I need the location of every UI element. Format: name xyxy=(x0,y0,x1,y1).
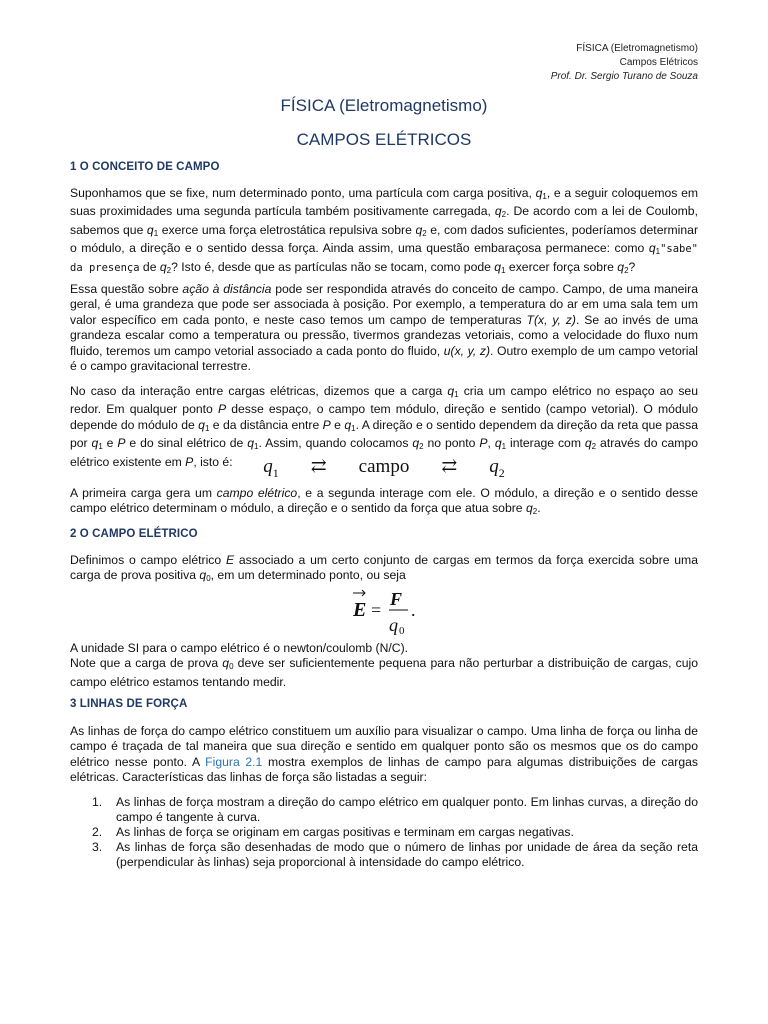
electric-field-vector: E xyxy=(225,553,235,567)
svg-text:E: E xyxy=(353,599,367,621)
formula-campo: campo xyxy=(358,456,410,477)
exchange-arrow-icon: ⇄ xyxy=(310,456,327,477)
paragraph-2: Essa questão sobre ação à distância pode ser respondida através do conceito de campo. Campo, de uma maneira geral, é uma grandeza que pode ser associada à posição. Por exemplo, a temperatura do ar em uma sala tem um valor específico em cada ponto, e neste caso temos um campo de temperaturas T(x, y, z). Se ao invés de uma grandeza escalar como a temperatura ou pressão, tivermos grandezas vetoriais, como a velocidade do fluxo num fluido, teremos um campo vetorial associado a cada ponto do fluido, u(x, y, z). Outro exemplo de um campo vetorial é o campo gravitacional terrestre. xyxy=(70,282,699,374)
paragraph-4: A primeira carga gera um campo elétrico, e a segunda interage com ele. O módulo, a direção e o sentido desse campo elétrico determinam o módulo, a direção e o sentido da força que atua sobre $q_2$. xyxy=(70,486,698,517)
test-charge-note: Note que a carga de prova $q_0$ deve ser suficientemente pequena para não perturbar a distribuição de cargas, cujo campo elétrico estamos tentando medir. xyxy=(70,656,698,689)
exchange-arrow-icon: ⇄ xyxy=(441,456,458,477)
header-author: Prof. Dr. Sergio Turano de Souza xyxy=(550,71,698,82)
svg-text:q: q xyxy=(389,615,398,635)
page-header xyxy=(551,42,698,84)
list-item: 1. As linhas de força mostram a direção do campo elétrico em qualquer ponto. Em linhas curvas, a direção do campo é tangente à curva. xyxy=(92,795,698,824)
formula-q2: $q_2$ xyxy=(489,456,505,480)
paragraph-1: Suponhamos que se fixe, num determinado ponto, uma partícula com carga positiva, $q_1$, e a seguir coloquemos em suas proximidades uma segunda partícula também positivamente carregada, $q_2$. De acordo com a lei de Coulomb, sabemos que $q_1$ exerce uma força eletrostática repulsiva sobre $q_2$ e, com dados suficientes, poderíamos determinar o módulo, a direção e o sentido dessa força. Ainda assim, uma questão embaraçosa permanece: como $q_1"sabe$" da presença de $q_2$? Isto é, desde que as partículas não se tocam, como pode $q_1$ exercer força sobre $q_2$? xyxy=(70,186,699,275)
formula-q1: $q_1$ xyxy=(263,456,279,480)
header-topic: Campos Elétricos xyxy=(619,57,698,68)
paragraph-3: No caso da interação entre cargas elétricas, dizemos que a carga $q_1$ cria um campo elétrico no espaço ao seu redor. Em qualquer ponto P desse espaço, o campo tem módulo, direção e sentido (campo vetorial). O módulo depende do módulo de $q_1$ e da distância entre P e $q_1$. A direção e o sentido dependem da direção da reta que passa por $q_1$ e P e do sinal elétrico de $q_1$. Assim, quando colocamos $q_2$ no ponto P, $q_1$ interage com $q_2$ através do campo elétrico existente em P, isto é: xyxy=(70,384,699,469)
section-heading-1: 1 O CONCEITO DE CAMPO xyxy=(70,161,220,173)
svg-text:0: 0 xyxy=(399,625,405,637)
svg-text:.: . xyxy=(411,600,416,620)
paragraph-6 xyxy=(70,641,698,690)
section-heading-3: 3 LINHAS DE FORÇA xyxy=(70,698,188,710)
velocity-vector: u(x, y, z) xyxy=(443,343,491,358)
document-subtitle: CAMPOS ELÉTRICOS xyxy=(296,130,472,149)
paragraph-7: As linhas de força do campo elétrico constituem um auxílio para visualizar o campo. Uma linha de força ou linha de campo é traçada de tal maneira que sua direção e sentido em qualquer ponto são os mesmos que os do campo elétrico nesse ponto. A Figura 2.1 mostra exemplos de linhas de campo para algumas distribuições de cargas elétricas. Características das linhas de força são listadas a seguir: xyxy=(70,724,699,785)
electric-field-formula xyxy=(353,588,423,638)
figure-link[interactable]: Figura 2.1 xyxy=(205,754,263,769)
list-item: 2. As linhas de força se originam em cargas positivas e terminam em cargas negativas. xyxy=(92,825,574,839)
header-course: FÍSICA (Eletromagnetismo) xyxy=(576,43,698,54)
paragraph-5: Definimos o campo elétrico E associado a um certo conjunto de cargas em termos da força exercida sobre uma carga de prova positiva $q_0$, em um determinado ponto, ou seja xyxy=(70,553,698,584)
list-item: 3. As linhas de força são desenhadas de modo que o número de linhas por unidade de área da seção reta (perpendicular às linhas) seja proporcional à intensidade do campo elétrico. xyxy=(92,840,698,869)
field-lines-list xyxy=(92,795,698,870)
interaction-formula xyxy=(0,455,768,481)
si-unit-line: A unidade SI para o campo elétrico é o newton/coulomb (N/C). xyxy=(70,641,409,655)
section-heading-2: 2 O CAMPO ELÉTRICO xyxy=(70,528,198,540)
svg-text:F: F xyxy=(390,589,403,609)
svg-text:=: = xyxy=(371,600,382,620)
document-title: FÍSICA (Eletromagnetismo) xyxy=(280,96,488,115)
